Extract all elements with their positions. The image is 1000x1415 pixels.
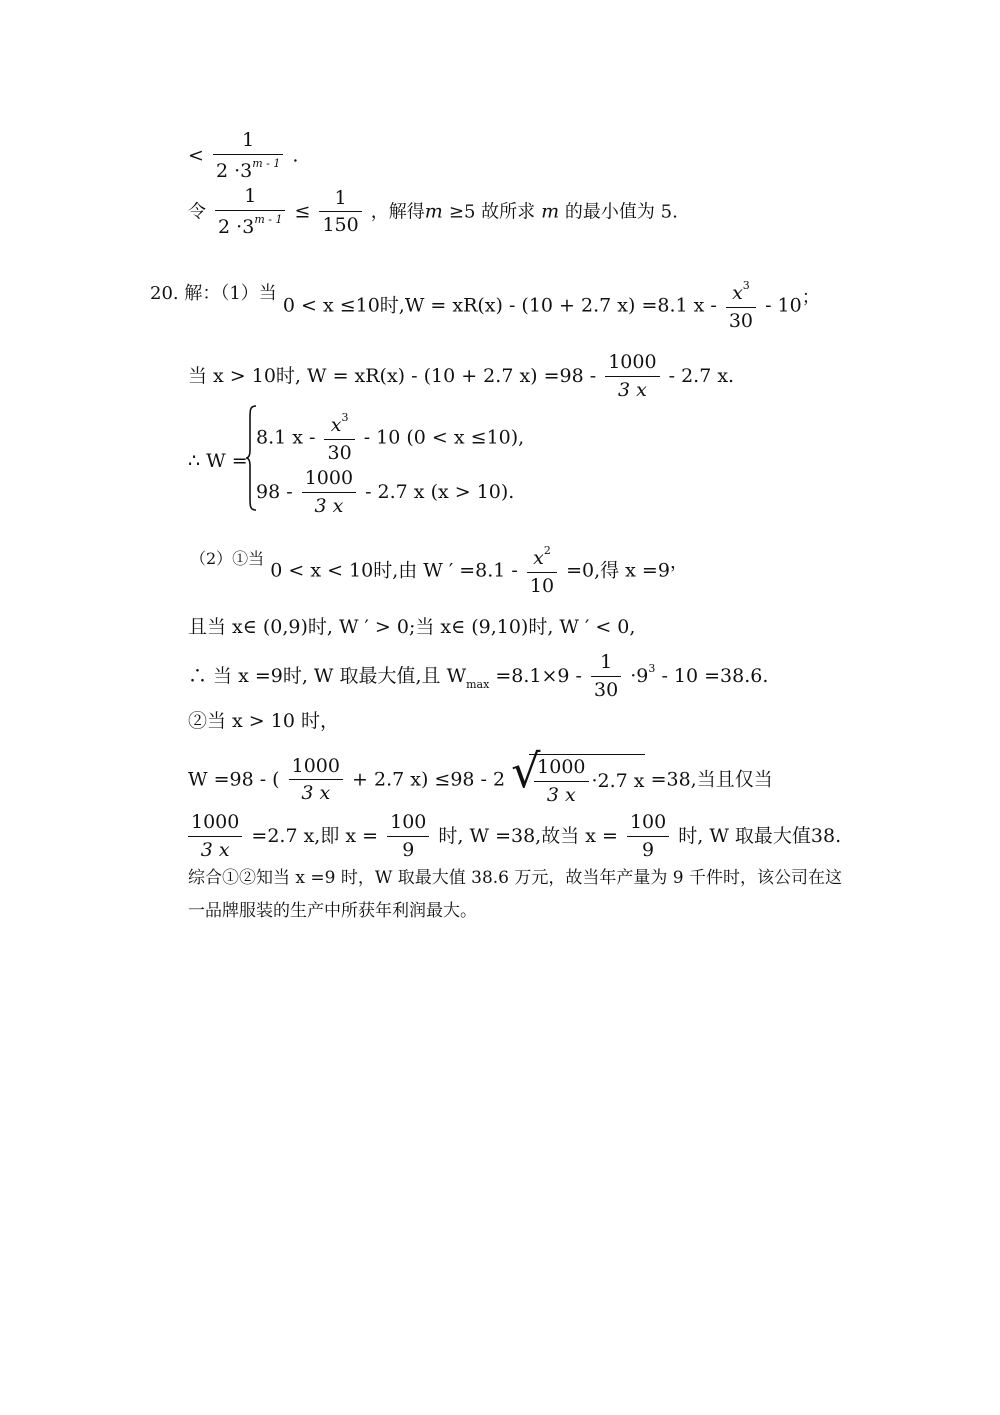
var-x: x: [533, 547, 544, 569]
max-text-d: - 10 =38.6.: [661, 664, 769, 687]
fraction-denominator: 9: [402, 838, 415, 861]
fraction-denominator: 30: [594, 678, 619, 701]
fraction-numerator: 100: [627, 812, 669, 837]
exponent: 3: [648, 661, 656, 675]
summary-line-2: 一品牌服装的生产中所获年利润最大。: [188, 901, 477, 921]
fraction-1: [213, 130, 283, 183]
fraction-denominator: 3 x: [314, 494, 344, 517]
den-exponent: m - 1: [254, 212, 283, 226]
piecewise-label: [188, 452, 248, 471]
derivative-expr: 0 < x < 10时,由 W ′ =8.1 -: [270, 559, 518, 582]
var-m: m: [424, 200, 443, 223]
inequality-line-1: [188, 130, 298, 183]
subscript-max: max: [466, 677, 490, 691]
fraction-1000-3x: [188, 812, 242, 862]
exponent: 3: [742, 279, 750, 292]
fraction-denominator: 3 x: [301, 782, 331, 805]
equality-text-a: =2.7 x,即 x =: [251, 824, 379, 847]
equality-text-b: 时, W =38,故当 x =: [438, 824, 618, 847]
fraction-denominator: 3 x: [617, 378, 647, 401]
fraction-3: [319, 188, 361, 238]
fraction-numerator: 100: [387, 812, 429, 837]
fraction-x3-30: [726, 280, 756, 333]
text-solve: ，解得: [370, 201, 425, 223]
den-base: 2 ·3: [215, 159, 253, 182]
part-2-line-1: [190, 545, 688, 598]
amgm-text-a: W =98 - (: [188, 768, 280, 791]
fraction-100-9: [387, 812, 429, 862]
piecewise-row-2: [256, 468, 514, 518]
fraction-numerator: 1000: [302, 468, 356, 493]
max-text-b: =8.1×9 -: [495, 664, 582, 687]
problem-20-line-1: [150, 280, 820, 333]
den-exponent: m - 1: [252, 156, 281, 170]
part-2-label: （2）①当: [190, 549, 265, 569]
therefore-w: ∴ W =: [188, 450, 248, 472]
fraction-denominator: 3 x: [200, 838, 230, 861]
fraction-1000-3x: [605, 352, 659, 402]
part-2-line-5: [188, 744, 773, 807]
problem-label: 20. 解：（1）当: [150, 283, 277, 305]
inequality-line-2: [188, 186, 678, 239]
amgm-text-c: =38,当且仅当: [650, 768, 773, 791]
equality-text-c: 时, W 取最大值38.: [678, 824, 842, 847]
part-2-line-4: [188, 712, 339, 731]
fraction-denominator: 30: [327, 441, 352, 464]
monotonic-text: 且当 x∈ (0,9)时, W ′ > 0;当 x∈ (9,10)时, W ′ < 0,: [188, 616, 636, 638]
fraction-denominator: 30: [728, 309, 754, 332]
piecewise-row-1: [256, 412, 524, 465]
den-base: 2 ·3: [218, 215, 255, 238]
brace: [246, 404, 256, 512]
sqrt-tail: ·2.7 x: [591, 770, 645, 793]
row2-a: 98 -: [256, 480, 293, 503]
fraction-numerator: 1000: [605, 352, 659, 377]
fraction-1000-3x: [534, 757, 588, 807]
fraction-x3-30: [324, 412, 354, 465]
row1-a: 8.1 x -: [256, 426, 316, 449]
fraction-denominator: 3 x: [546, 783, 576, 806]
fraction-numerator: 1000: [534, 757, 588, 782]
fraction-denominator: 9: [642, 838, 655, 861]
var-x: x: [330, 414, 342, 436]
part-2-line-6: [188, 812, 841, 862]
le-sign: ≤: [294, 200, 311, 223]
fraction-numerator: [324, 412, 354, 440]
fraction-numerator: [726, 280, 756, 308]
condition-expr: 0 < x ≤10时,W = xR(x) - (10 + 2.7 x) =8.1 x -: [282, 294, 717, 317]
row2-b: - 2.7 x (x > 10).: [365, 480, 515, 503]
exponent: 3: [341, 411, 349, 424]
problem-20-line-2: [188, 352, 734, 402]
var-m-2: m: [541, 200, 560, 223]
fraction-numerator: 1: [319, 188, 361, 213]
fraction-denominator: [215, 211, 285, 239]
ling-char: 令: [188, 201, 206, 223]
fraction-1-30: [591, 652, 621, 702]
var-x: x: [732, 282, 743, 304]
exponent: 2: [543, 544, 551, 557]
case-2-text: ②当 x > 10 时，: [188, 710, 339, 732]
sqrt-icon: √: [511, 744, 541, 798]
fraction-numerator: 1000: [289, 756, 343, 781]
fraction-denominator: 10: [529, 574, 555, 597]
fraction-denominator: 150: [322, 214, 359, 237]
tail-expr: - 10: [765, 294, 802, 317]
result-expr: =0,得 x =9: [566, 559, 670, 582]
fraction-100-9: [627, 812, 669, 862]
fraction-numerator: [527, 545, 557, 573]
fraction-x2-10: [527, 545, 557, 598]
fraction-numerator: 1000: [188, 812, 242, 837]
fraction-numerator: 1: [215, 186, 285, 211]
semicolon: ；: [801, 287, 820, 309]
tail-expr: - 2.7 x.: [668, 364, 735, 387]
part-2-line-2: [188, 618, 635, 637]
summary-line-1: 综合①②知当 x =9 时，W 取最大值 38.6 万元，故当年产量为 9 千件时，该公司在这: [188, 868, 843, 888]
square-root: [511, 744, 645, 807]
max-text-a: ∴ 当 x =9时, W 取最大值,且 W: [188, 664, 467, 687]
part-2-line-3: [188, 652, 768, 702]
fraction-numerator: 1: [591, 652, 621, 677]
comma: ，: [669, 552, 688, 574]
row1-b: - 10 (0 < x ≤10),: [363, 426, 525, 449]
less-than: <: [188, 144, 204, 167]
text-min: 的最小值为 5.: [559, 201, 678, 223]
fraction-denominator: [213, 155, 283, 183]
max-text-c: ·9: [630, 664, 649, 687]
period: .: [292, 144, 299, 167]
fraction-2: [215, 186, 285, 239]
amgm-text-b: + 2.7 x) ≤98 - 2: [352, 768, 506, 791]
fraction-1000-3x: [302, 468, 356, 518]
text-hence: ≥5 故所求: [448, 201, 536, 223]
fraction-numerator: 1: [213, 130, 283, 155]
condition-expr: 当 x > 10时, W = xR(x) - (10 + 2.7 x) =98 -: [188, 364, 597, 387]
sqrt-body: [529, 754, 644, 807]
fraction-1000-3x: [289, 756, 343, 806]
